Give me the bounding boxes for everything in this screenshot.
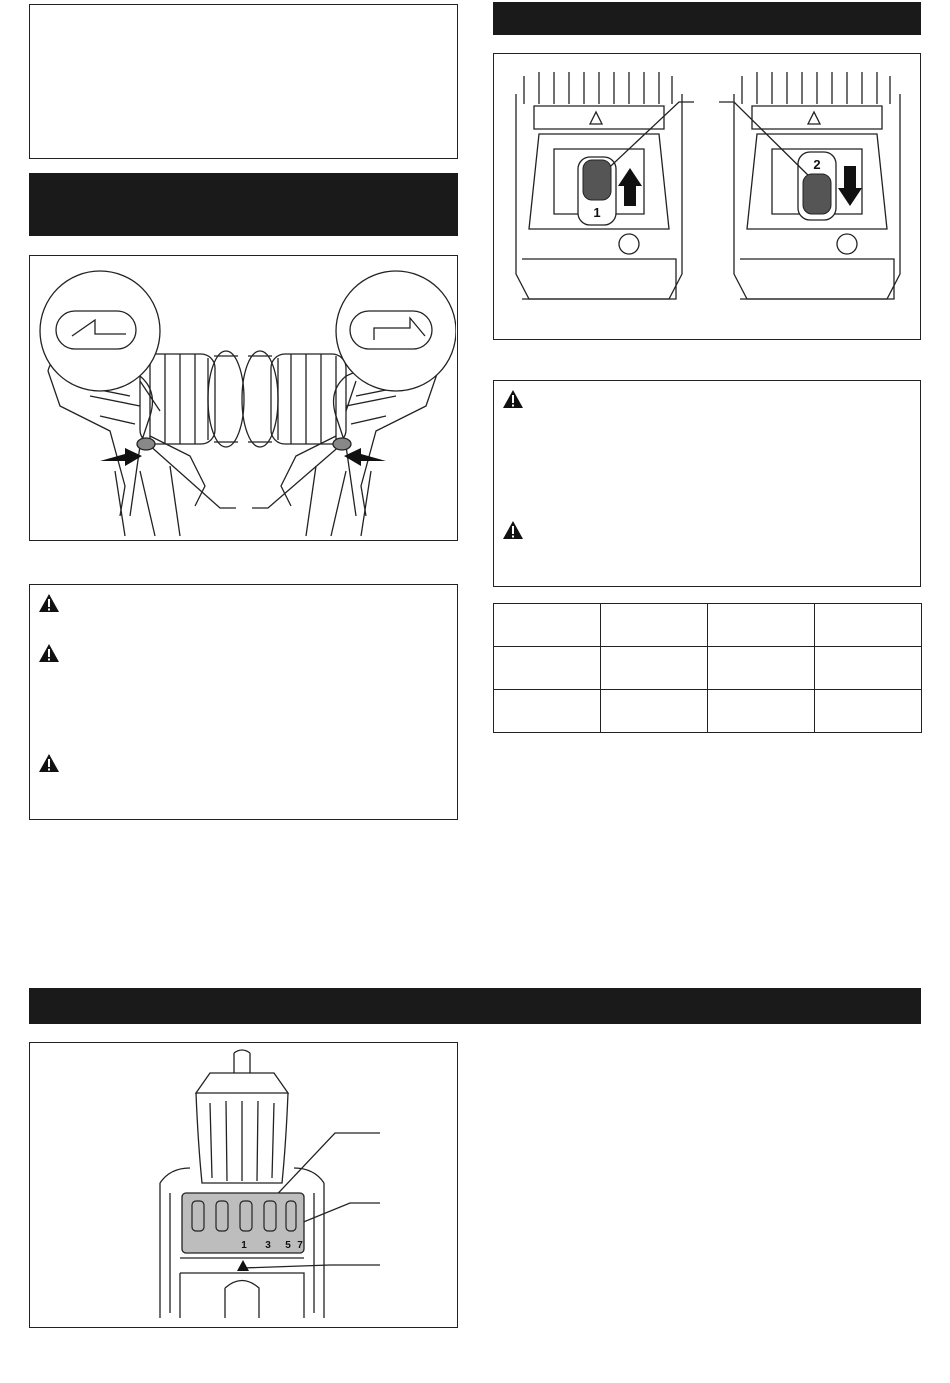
speed-switch-figure xyxy=(493,53,921,340)
scale-label-7: 7 xyxy=(297,1240,303,1251)
table-cell xyxy=(494,604,601,647)
table-row xyxy=(494,690,922,733)
arrow-up-icon xyxy=(618,168,642,206)
warning-triangle-icon xyxy=(38,593,60,613)
pointer-mark-icon xyxy=(237,1260,249,1271)
position-high-label: 2 xyxy=(813,157,821,172)
warning-triangle-icon xyxy=(38,643,60,663)
left-caution-box xyxy=(29,584,458,820)
scale-label-1: 1 xyxy=(241,1240,247,1251)
torque-ring-figure xyxy=(29,1042,458,1328)
table-cell xyxy=(601,690,708,733)
top-left-text-box xyxy=(29,4,458,159)
section-header-bar-speed-change xyxy=(493,2,921,35)
table-cell xyxy=(708,690,815,733)
warning-triangle-icon xyxy=(38,753,60,773)
table-cell xyxy=(494,690,601,733)
table-cell xyxy=(708,604,815,647)
table-cell xyxy=(815,690,922,733)
table-cell xyxy=(601,647,708,690)
scale-label-5: 5 xyxy=(285,1240,291,1251)
right-caution-box xyxy=(493,380,921,587)
table-cell xyxy=(494,647,601,690)
reversing-switch-figure xyxy=(29,255,458,541)
table-cell xyxy=(815,647,922,690)
arrow-down-icon xyxy=(838,166,862,206)
table-cell xyxy=(601,604,708,647)
warning-triangle-icon xyxy=(502,389,524,409)
table-cell xyxy=(708,647,815,690)
speed-table xyxy=(493,603,922,733)
section-header-bar-torque xyxy=(29,988,921,1024)
section-header-bar-reversing xyxy=(29,173,458,236)
table-row xyxy=(494,604,922,647)
scale-label-3: 3 xyxy=(265,1240,271,1251)
table-row xyxy=(494,647,922,690)
warning-triangle-icon xyxy=(502,520,524,540)
table-cell xyxy=(815,604,922,647)
position-low-label: 1 xyxy=(593,205,601,220)
